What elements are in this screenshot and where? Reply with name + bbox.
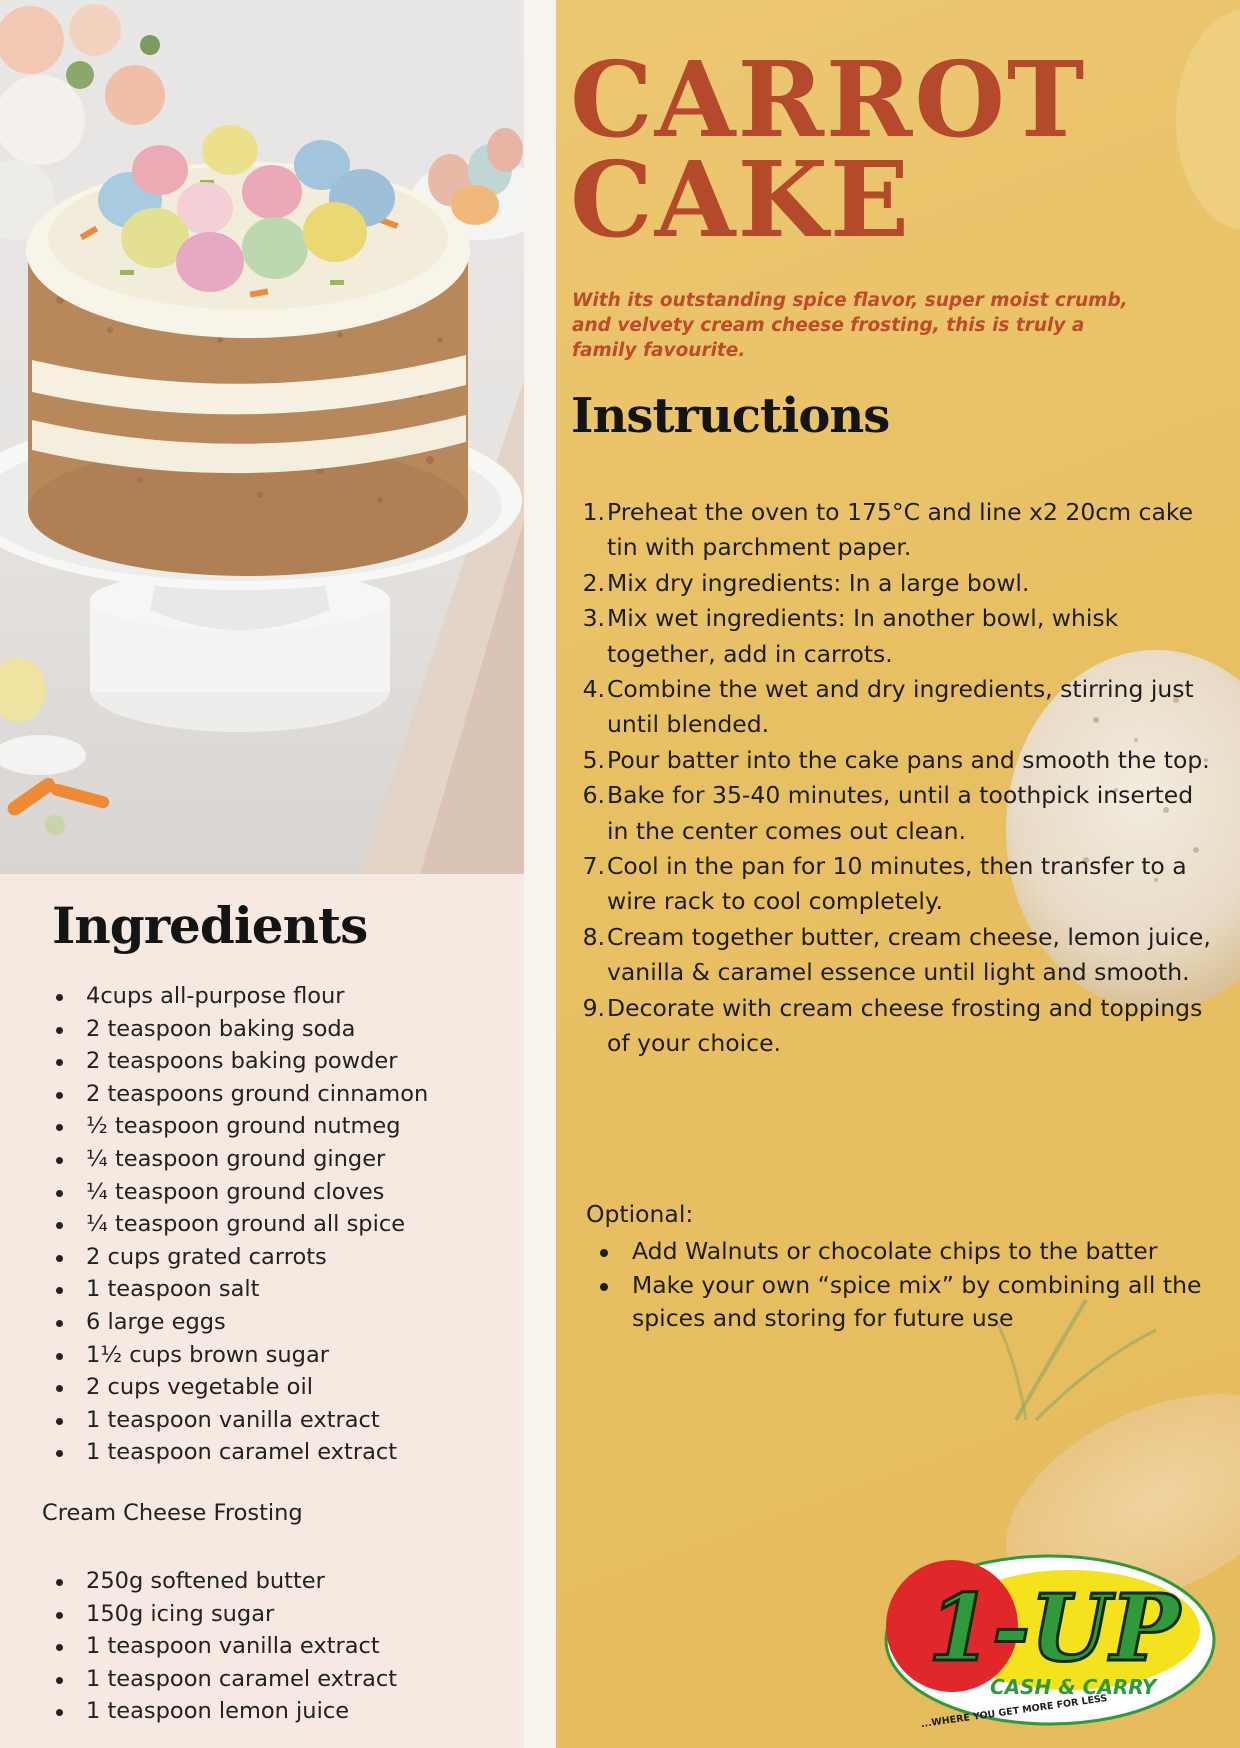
recipe-subtitle: With its outstanding spice flavor, super moist crumb, and velvety cream cheese frosting, this is truly a family favourite. xyxy=(572,290,1128,361)
step-text: Cool in the pan for 10 minutes, then transfer to a wire rack to cool completely. xyxy=(607,852,1187,916)
title-line-2: CAKE xyxy=(570,138,912,261)
list-item: 250g softened butter xyxy=(52,1565,512,1598)
list-item: 2 teaspoons baking powder xyxy=(52,1045,512,1078)
step-text: Combine the wet and dry ingredients, stirring just until blended. xyxy=(607,675,1194,739)
list-item xyxy=(576,601,1216,672)
optional-list xyxy=(596,1235,1216,1336)
list-item xyxy=(576,849,1216,920)
list-item: 2 teaspoons ground cinnamon xyxy=(52,1078,512,1111)
list-item: 2 cups vegetable oil xyxy=(52,1371,512,1404)
step-text: Cream together butter, cream cheese, lemon juice, vanilla & caramel essence until light and smooth. xyxy=(607,922,1211,987)
step-number: 4. xyxy=(582,675,605,704)
list-item: Add Walnuts or chocolate chips to the batter xyxy=(596,1235,1216,1269)
list-item: 1 teaspoon vanilla extract xyxy=(52,1404,512,1437)
list-item: 2 cups grated carrots xyxy=(52,1241,512,1274)
step-number: 1. xyxy=(582,498,605,526)
frosting-list xyxy=(52,1565,512,1728)
ingredients-panel xyxy=(0,0,524,1748)
logo-emblem xyxy=(880,1548,1216,1728)
list-item: ¼ teaspoon ground ginger xyxy=(52,1143,512,1176)
list-item: 6 large eggs xyxy=(52,1306,512,1339)
list-item: ½ teaspoon ground nutmeg xyxy=(52,1110,512,1143)
list-item: 1 teaspoon salt xyxy=(52,1273,512,1306)
column-divider xyxy=(524,0,556,1748)
brand-logo xyxy=(880,1548,1216,1728)
list-item xyxy=(576,495,1216,566)
carrot-cake-photo xyxy=(0,0,524,874)
frosting-heading: Cream Cheese Frosting xyxy=(42,1500,303,1526)
list-item xyxy=(576,920,1216,991)
list-item xyxy=(576,991,1216,1062)
step-number: 3. xyxy=(582,604,605,633)
instructions-panel xyxy=(556,0,1240,1748)
list-item xyxy=(576,566,1216,601)
list-item: ¼ teaspoon ground all spice xyxy=(52,1208,512,1241)
step-number: 6. xyxy=(582,781,605,810)
step-text: Decorate with cream cheese frosting and toppings of your choice. xyxy=(607,993,1203,1058)
list-item: 1 teaspoon vanilla extract xyxy=(52,1630,512,1663)
logo-tagline-text: ...WHERE YOU GET MORE FOR LESS xyxy=(920,1692,1108,1728)
list-item: Make your own “spice mix” by combining all the spices and storing for future use xyxy=(596,1269,1216,1336)
step-text: Pour batter into the cake pans and smooth the top. xyxy=(607,745,1210,774)
step-text: Preheat the oven to 175°C and line x2 20cm cake tin with parchment paper. xyxy=(607,498,1194,562)
instructions-heading: Instructions xyxy=(571,388,890,444)
list-item xyxy=(576,743,1216,778)
instructions-list xyxy=(576,495,1216,1062)
step-number: 5. xyxy=(582,745,605,774)
ingredients-list xyxy=(52,980,512,1469)
list-item: 4cups all-purpose flour xyxy=(52,980,512,1013)
cake-illustration xyxy=(0,0,524,874)
list-item: ¼ teaspoon ground cloves xyxy=(52,1176,512,1209)
list-item: 2 teaspoon baking soda xyxy=(52,1013,512,1046)
step-number: 7. xyxy=(582,852,605,881)
optional-heading: Optional: xyxy=(586,1200,694,1228)
list-item: 1 teaspoon caramel extract xyxy=(52,1436,512,1469)
step-text: Mix wet ingredients: In another bowl, whisk together, add in carrots. xyxy=(607,604,1119,668)
step-text: Bake for 35-40 minutes, until a toothpick inserted in the center comes out clean. xyxy=(607,781,1194,845)
list-item xyxy=(576,672,1216,743)
step-number: 8. xyxy=(582,922,605,951)
title-line-1: CARROT xyxy=(570,38,1087,161)
list-item xyxy=(576,778,1216,849)
step-number: 2. xyxy=(582,568,605,597)
list-item: 1 teaspoon lemon juice xyxy=(52,1695,512,1728)
logo-name-text: CASH & CARRY xyxy=(990,1675,1157,1699)
list-item: 150g icing sugar xyxy=(52,1598,512,1631)
logo-brand-text: 1-UP xyxy=(928,1574,1180,1682)
step-number: 9. xyxy=(582,993,605,1022)
step-text: Mix dry ingredients: In a large bowl. xyxy=(607,568,1030,597)
ingredients-heading: Ingredients xyxy=(52,896,368,955)
list-item: 1½ cups brown sugar xyxy=(52,1339,512,1372)
recipe-title xyxy=(570,38,1087,261)
list-item: 1 teaspoon caramel extract xyxy=(52,1663,512,1696)
